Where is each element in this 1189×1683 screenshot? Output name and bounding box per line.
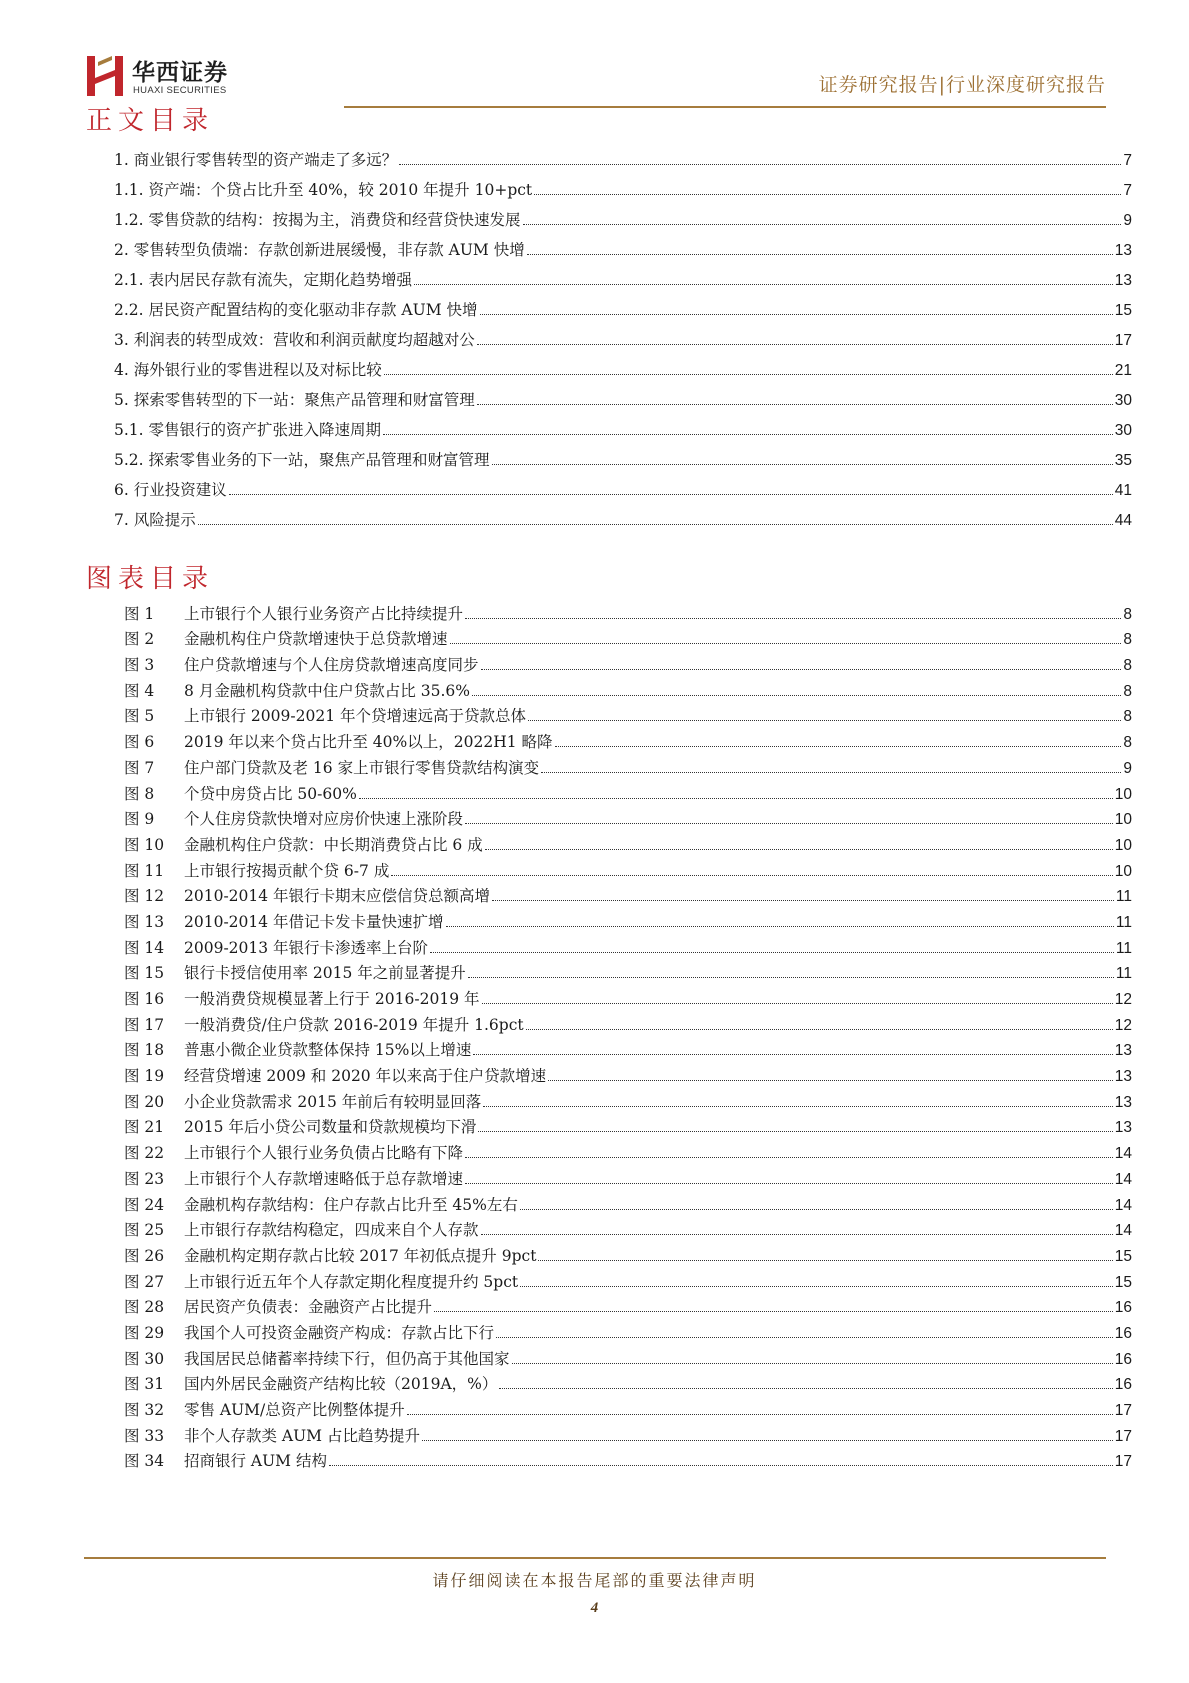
toc-item[interactable]	[114, 440, 1132, 470]
dot-leader	[477, 404, 1113, 405]
toc-item-label: 1.1. 资产端：个贷占比升至 40%，较 2010 年提升 10+pct	[114, 181, 533, 199]
dot-leader	[512, 1363, 1113, 1364]
figure-page: 11	[1115, 888, 1132, 906]
figure-item[interactable]	[124, 624, 1132, 650]
dot-leader	[384, 374, 1113, 375]
dot-leader	[482, 1003, 1113, 1004]
toc-title: 正文目录	[86, 106, 215, 136]
figure-page: 8	[1123, 657, 1132, 675]
toc-item-label: 3. 利润表的转型成效：营收和利润贡献度均超越对公	[114, 331, 475, 349]
toc-item[interactable]	[114, 410, 1132, 440]
figure-page: 12	[1114, 991, 1132, 1008]
dot-leader	[481, 1234, 1113, 1235]
figure-page: 8	[1123, 605, 1132, 623]
toc-item-label: 6. 行业投资建议	[114, 481, 227, 499]
toc-item[interactable]	[114, 230, 1132, 260]
figure-page: 14	[1114, 1145, 1132, 1163]
figure-number: 图 29	[124, 1323, 165, 1342]
figure-label: 2015 年后小贷公司数量和贷款规模均下滑	[184, 1118, 477, 1137]
figure-label: 小企业贷款需求 2015 年前后有较明显回落	[184, 1092, 482, 1111]
dot-leader	[468, 977, 1114, 978]
figure-page: 16	[1114, 1376, 1132, 1394]
header-divider	[344, 106, 1106, 108]
dot-leader	[526, 1029, 1113, 1030]
dot-leader	[198, 524, 1113, 525]
figure-item[interactable]	[124, 881, 1132, 907]
toc-item-label: 4. 海外银行业的零售进程以及对标比较	[114, 361, 382, 379]
toc-item-label: 5.2. 探索零售业务的下一站，聚焦产品管理和财富管理	[114, 451, 490, 469]
figure-number: 图 14	[124, 938, 165, 957]
dot-leader	[485, 849, 1113, 850]
brand-name-en: HUAXI SECURITIES	[133, 85, 227, 96]
page-header	[84, 50, 1106, 106]
dot-leader	[465, 823, 1113, 824]
toc-item-label: 5.1. 零售银行的资产扩张进入降速周期	[114, 421, 382, 439]
dot-leader	[446, 926, 1114, 927]
figure-item[interactable]	[124, 752, 1132, 778]
toc-item-label: 5. 探索零售转型的下一站：聚焦产品管理和财富管理	[114, 391, 475, 409]
dot-leader	[422, 1440, 1113, 1441]
figure-label: 住户部门贷款及老 16 家上市银行零售贷款结构演变	[184, 758, 540, 777]
toc-list	[114, 140, 1132, 530]
toc-item-page: 44	[1114, 512, 1132, 529]
figure-number: 图 11	[124, 861, 165, 880]
legal-notice: 请仔细阅读在本报告尾部的重要法律声明	[432, 1571, 757, 1590]
figure-item[interactable]	[124, 1369, 1132, 1395]
figure-label: 银行卡授信使用率 2015 年之前显著提升	[184, 964, 466, 983]
toc-item[interactable]	[114, 200, 1132, 230]
figure-item[interactable]	[124, 1240, 1132, 1266]
figure-label: 非个人存款类 AUM 占比趋势提升	[184, 1426, 420, 1445]
dot-leader	[465, 1157, 1113, 1158]
figure-number: 图 20	[124, 1092, 165, 1111]
figure-item[interactable]	[124, 1215, 1132, 1241]
figure-number: 图 9	[124, 810, 155, 829]
figure-item[interactable]	[124, 649, 1132, 675]
figure-number: 图 10	[124, 835, 165, 854]
figure-item[interactable]	[124, 726, 1132, 752]
figure-label: 个人住房贷款快增对应房价快速上涨阶段	[184, 810, 464, 829]
dot-leader	[229, 494, 1113, 495]
figure-item[interactable]	[124, 855, 1132, 881]
dot-leader	[465, 1183, 1113, 1184]
figure-page: 17	[1114, 1402, 1132, 1419]
toc-item-page: 17	[1114, 332, 1132, 349]
figure-page: 10	[1114, 785, 1132, 803]
toc-item[interactable]	[114, 260, 1132, 290]
dot-leader	[472, 695, 1121, 696]
figure-number: 图 13	[124, 912, 165, 931]
figure-list	[124, 598, 1132, 1471]
figure-item[interactable]	[124, 1394, 1132, 1420]
figure-label: 我国居民总储蓄率持续下行，但仍高于其他国家	[184, 1349, 510, 1368]
figure-number: 图 3	[124, 656, 155, 675]
figure-number: 图 17	[124, 1015, 165, 1034]
figure-page: 13	[1114, 1119, 1132, 1137]
figure-page: 8	[1123, 682, 1132, 700]
dot-leader	[499, 1388, 1112, 1389]
figure-label: 我国个人可投资金融资产构成：存款占比下行	[184, 1323, 495, 1342]
toc-item-page: 41	[1114, 482, 1132, 499]
dot-leader	[555, 746, 1122, 747]
figure-page: 13	[1114, 1068, 1132, 1086]
dot-leader	[359, 798, 1113, 799]
toc-item[interactable]	[114, 320, 1132, 350]
toc-item-page: 15	[1114, 302, 1132, 319]
figure-label: 上市银行按揭贡献个贷 6-7 成	[184, 861, 390, 880]
dot-leader	[407, 1414, 1113, 1415]
figure-label: 个贷中房贷占比 50-60%	[184, 784, 357, 803]
figure-number: 图 19	[124, 1067, 165, 1086]
figure-number: 图 24	[124, 1195, 165, 1214]
dot-leader	[528, 720, 1121, 721]
figure-number: 图 16	[124, 990, 165, 1008]
figure-item[interactable]	[124, 1189, 1132, 1215]
figure-page: 11	[1115, 913, 1132, 931]
toc-item-page: 30	[1114, 422, 1132, 439]
figure-item[interactable]	[124, 778, 1132, 804]
figure-number: 图 15	[124, 964, 165, 983]
figure-page: 14	[1114, 1222, 1132, 1240]
figure-number: 图 32	[124, 1401, 165, 1419]
figure-number: 图 26	[124, 1246, 165, 1265]
figure-item[interactable]	[124, 701, 1132, 727]
toc-item-label: 7. 风险提示	[114, 511, 196, 529]
figure-label: 2010-2014 年借记卡发卡量快速扩增	[184, 912, 444, 931]
dot-leader	[538, 1260, 1112, 1261]
page-number: 4	[590, 1600, 599, 1616]
figure-number: 图 27	[124, 1272, 165, 1291]
dot-leader	[481, 669, 1122, 670]
toc-item-label: 2.2. 居民资产配置结构的变化驱动非存款 AUM 快增	[114, 301, 478, 319]
figure-page: 16	[1114, 1350, 1132, 1368]
figure-number: 图 18	[124, 1041, 165, 1060]
figure-number: 图 33	[124, 1426, 165, 1445]
toc-item[interactable]	[114, 290, 1132, 320]
brand-logo	[84, 50, 324, 102]
dot-leader	[534, 194, 1121, 195]
figure-item[interactable]	[124, 1317, 1132, 1343]
dot-leader	[520, 1209, 1113, 1210]
toc-item-page: 35	[1114, 452, 1132, 469]
figure-item[interactable]	[124, 1292, 1132, 1318]
figure-label: 一般消费贷/住户贷款 2016-2019 年提升 1.6pct	[184, 1015, 524, 1034]
figure-page: 10	[1114, 811, 1132, 829]
figure-number: 图 7	[124, 758, 155, 777]
figure-label: 上市银行个人存款增速略低于总存款增速	[184, 1169, 464, 1188]
dot-leader	[492, 900, 1114, 901]
figure-label: 上市银行 2009-2021 年个贷增速远高于贷款总体	[184, 707, 526, 726]
figure-label: 金融机构住户贷款：中长期消费贷占比 6 成	[184, 835, 483, 854]
figure-label: 2019 年以来个贷占比升至 40%以上，2022H1 略降	[184, 733, 553, 752]
figure-number: 图 12	[124, 887, 165, 906]
figure-number: 图 6	[124, 733, 155, 752]
figure-page: 17	[1114, 1427, 1132, 1445]
figure-number: 图 1	[124, 604, 155, 623]
dot-leader	[391, 875, 1112, 876]
figure-number: 图 22	[124, 1144, 165, 1163]
figure-page: 16	[1114, 1324, 1132, 1342]
figure-number: 图 5	[124, 707, 155, 726]
figure-page: 9	[1123, 759, 1132, 777]
footer-divider	[84, 1557, 1106, 1559]
toc-item[interactable]	[114, 140, 1132, 170]
figure-label: 住户贷款增速与个人住房贷款增速高度同步	[184, 656, 479, 675]
figure-label: 上市银行个人银行业务资产占比持续提升	[184, 604, 464, 623]
figure-label: 上市银行个人银行业务负债占比略有下降	[184, 1144, 464, 1163]
figure-page: 13	[1114, 1093, 1132, 1111]
toc-item[interactable]	[114, 380, 1132, 410]
figure-label: 零售 AUM/总资产比例整体提升	[184, 1401, 405, 1419]
figure-item[interactable]	[124, 829, 1132, 855]
figure-page: 12	[1114, 1016, 1132, 1034]
figure-label: 2010-2014 年银行卡期末应偿信贷总额高增	[184, 887, 491, 906]
toc-item[interactable]	[114, 170, 1132, 200]
figure-item[interactable]	[124, 1112, 1132, 1138]
figure-item[interactable]	[124, 675, 1132, 701]
toc-item[interactable]	[114, 350, 1132, 380]
toc-item-page: 13	[1114, 242, 1132, 259]
figure-label: 8 月金融机构贷款中住户贷款占比 35.6%	[184, 681, 470, 700]
figure-item[interactable]	[124, 1343, 1132, 1369]
figure-number: 图 2	[124, 630, 155, 649]
dot-leader	[527, 254, 1113, 255]
figure-number: 图 34	[124, 1452, 165, 1471]
dot-leader	[523, 224, 1122, 225]
figure-item[interactable]	[124, 1163, 1132, 1189]
dot-leader	[492, 464, 1113, 465]
figure-page: 14	[1114, 1196, 1132, 1214]
figure-page: 14	[1114, 1170, 1132, 1188]
figure-page: 8	[1123, 734, 1132, 752]
dot-leader	[430, 952, 1114, 953]
dot-leader	[383, 434, 1113, 435]
figure-page: 8	[1123, 708, 1132, 726]
dot-leader	[434, 1311, 1113, 1312]
figure-page: 11	[1115, 965, 1132, 983]
figure-number: 图 4	[124, 681, 155, 700]
dot-leader	[483, 1106, 1112, 1107]
figure-label: 招商银行 AUM 结构	[184, 1452, 327, 1471]
dot-leader	[496, 1337, 1113, 1338]
dot-leader	[414, 284, 1113, 285]
toc-item-page: 21	[1114, 362, 1132, 379]
figure-page: 10	[1114, 862, 1132, 880]
dot-leader	[478, 1131, 1112, 1132]
dot-leader	[450, 643, 1122, 644]
figure-item[interactable]	[124, 906, 1132, 932]
toc-item-label: 1. 商业银行零售转型的资产端走了多远？	[114, 151, 398, 169]
figure-label: 国内外居民金融资产结构比较（2019A，%）	[184, 1375, 498, 1394]
figure-number: 图 21	[124, 1118, 165, 1137]
dot-leader	[329, 1465, 1113, 1466]
dot-leader	[473, 1054, 1112, 1055]
figure-item[interactable]	[124, 958, 1132, 984]
figure-label: 一般消费贷规模显著上行于 2016-2019 年	[184, 990, 480, 1008]
figure-item[interactable]	[124, 1137, 1132, 1163]
figure-number: 图 28	[124, 1298, 165, 1317]
figure-number: 图 25	[124, 1221, 165, 1240]
toc-item-label: 2.1. 表内居民存款有流失，定期化趋势增强	[114, 271, 413, 289]
figure-number: 图 23	[124, 1169, 165, 1188]
figure-label: 上市银行存款结构稳定，四成来自个人存款	[184, 1221, 479, 1240]
figure-number: 图 30	[124, 1349, 165, 1368]
figure-item[interactable]	[124, 1035, 1132, 1061]
figure-item[interactable]	[124, 1060, 1132, 1086]
toc-item-page: 13	[1114, 272, 1132, 289]
figure-item[interactable]	[124, 1086, 1132, 1112]
dot-leader	[548, 1080, 1113, 1081]
toc-item-page: 7	[1123, 152, 1132, 169]
figure-item[interactable]	[124, 1420, 1132, 1446]
figure-number: 图 31	[124, 1375, 165, 1394]
figure-page: 11	[1115, 939, 1132, 957]
toc-item-label: 2. 零售转型负债端：存款创新进展缓慢，非存款 AUM 快增	[114, 241, 525, 259]
figure-label: 经营贷增速 2009 和 2020 年以来高于住户贷款增速	[184, 1067, 547, 1086]
figure-label: 居民资产负债表：金融资产占比提升	[184, 1298, 433, 1317]
huaxi-logo-icon	[84, 52, 126, 100]
figure-label: 2009-2013 年银行卡渗透率上台阶	[184, 938, 429, 957]
figure-item[interactable]	[124, 1009, 1132, 1035]
dot-leader	[541, 772, 1121, 773]
dot-leader	[477, 344, 1113, 345]
figure-label: 金融机构定期存款占比较 2017 年初低点提升 9pct	[184, 1246, 537, 1265]
figure-label: 普惠小微企业贷款整体保持 15%以上增速	[184, 1041, 472, 1060]
figure-label: 金融机构住户贷款增速快于总贷款增速	[184, 630, 448, 649]
toc-item[interactable]	[114, 500, 1132, 530]
figure-label: 上市银行近五年个人存款定期化程度提升约 5pct	[184, 1272, 519, 1291]
toc-item-page: 9	[1123, 212, 1132, 229]
figure-page: 10	[1114, 836, 1132, 854]
figure-item[interactable]	[124, 983, 1132, 1009]
figure-item[interactable]	[124, 598, 1132, 624]
figure-page: 13	[1114, 1042, 1132, 1060]
figure-item[interactable]	[124, 804, 1132, 830]
toc-item-page: 30	[1114, 392, 1132, 409]
report-type: 证券研究报告|行业深度研究报告	[818, 74, 1106, 96]
dot-leader	[520, 1286, 1113, 1287]
figure-number: 图 8	[124, 784, 155, 803]
dot-leader	[399, 164, 1121, 165]
dot-leader	[465, 618, 1121, 619]
figure-label: 金融机构存款结构：住户存款占比升至 45%左右	[184, 1195, 518, 1214]
figure-page: 15	[1114, 1247, 1132, 1265]
figure-page: 15	[1114, 1273, 1132, 1291]
figure-page: 16	[1114, 1299, 1132, 1317]
figure-item[interactable]	[124, 1266, 1132, 1292]
figure-page: 17	[1114, 1453, 1132, 1471]
toc-item-page: 7	[1123, 182, 1132, 199]
figure-list-title: 图表目录	[86, 564, 215, 594]
toc-item[interactable]	[114, 470, 1132, 500]
figure-item[interactable]	[124, 1446, 1132, 1472]
toc-item-label: 1.2. 零售贷款的结构：按揭为主，消费贷和经营贷快速发展	[114, 211, 521, 229]
brand-name-cn: 华西证券	[132, 60, 228, 86]
dot-leader	[480, 314, 1113, 315]
figure-page: 8	[1123, 631, 1132, 649]
figure-item[interactable]	[124, 932, 1132, 958]
